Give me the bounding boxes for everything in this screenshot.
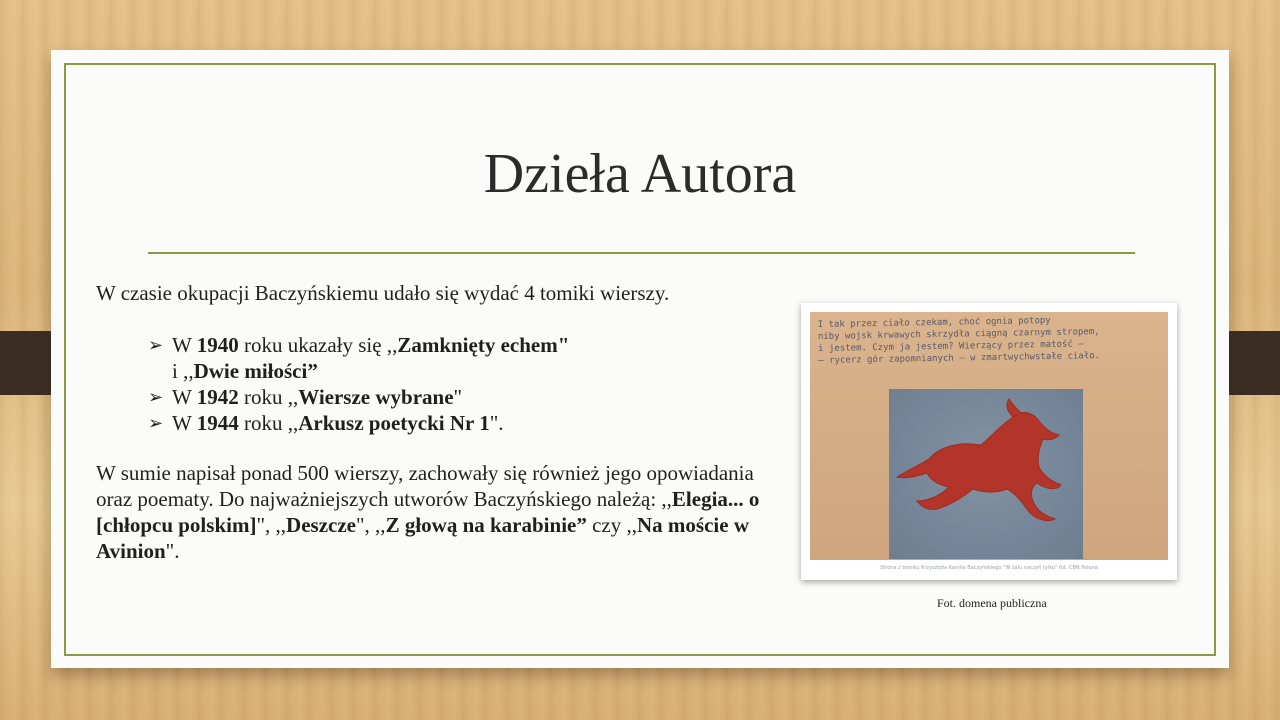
list-item: ➢ W 1940 roku ukazały się ,,Zamknięty echem" i ,,Dwie miłości”	[148, 333, 570, 383]
horse-icon	[889, 389, 1083, 559]
slide-title: Dzieła Autora	[483, 143, 797, 205]
work-title: Zamknięty echem"	[397, 333, 570, 357]
slide-body	[96, 280, 786, 564]
work-year: 1940	[196, 333, 239, 357]
work-title: Wiersze wybrane	[298, 385, 454, 409]
list-item: ➢ W 1944 roku ,,Arkusz poetycki Nr 1".	[148, 411, 504, 435]
manuscript-photo	[801, 303, 1177, 580]
list-item: ➢ W 1942 roku ,,Wiersze wybrane"	[148, 385, 463, 409]
arrow-bullet-icon: ➢	[148, 387, 164, 407]
horse-painting	[889, 389, 1083, 559]
arrow-bullet-icon: ➢	[148, 413, 164, 433]
summary-text: W sumie napisał ponad 500 wierszy, zachowały się również jego opowiadania oraz poematy. Do najważniejszych utworów Baczyńskiego należą: ,,Elegia... o [chłopcu polskim]", ,,Deszcze", ,,Z głową na karabinie” czy ,,Na moście w Avinion".	[96, 461, 760, 563]
title-rule	[148, 252, 1135, 254]
photo-credit: Fot. domena publiczna	[937, 596, 1047, 610]
arrow-bullet-icon: ➢	[148, 335, 164, 355]
photo-caption: Strona z tomiku Krzysztofa Kamila Baczyńskiego "W żalu naczyń tylko" fot. CBN Polona	[880, 565, 1098, 571]
photo-image	[810, 312, 1168, 560]
work-title: Arkusz poetycki Nr 1	[298, 411, 490, 435]
work-year: 1944	[196, 411, 239, 435]
slide-paper	[51, 50, 1229, 668]
work-year: 1942	[196, 385, 239, 409]
intro-text: W czasie okupacji Baczyńskiemu udało się wydać 4 tomiki wierszy.	[96, 281, 670, 305]
handwritten-verse: I tak przez ciało czekam, choć ognia potopy niby wojsk krwawych skrzydła ciągną czarnym stropem, i jestem. Czym ja jestem? Wierzący przez matość – – rycerz gór zapomnianych – w zmartwychwstałe ciało.	[817, 315, 1101, 367]
work-title: Dwie miłości”	[193, 359, 318, 383]
works-list	[96, 332, 786, 436]
